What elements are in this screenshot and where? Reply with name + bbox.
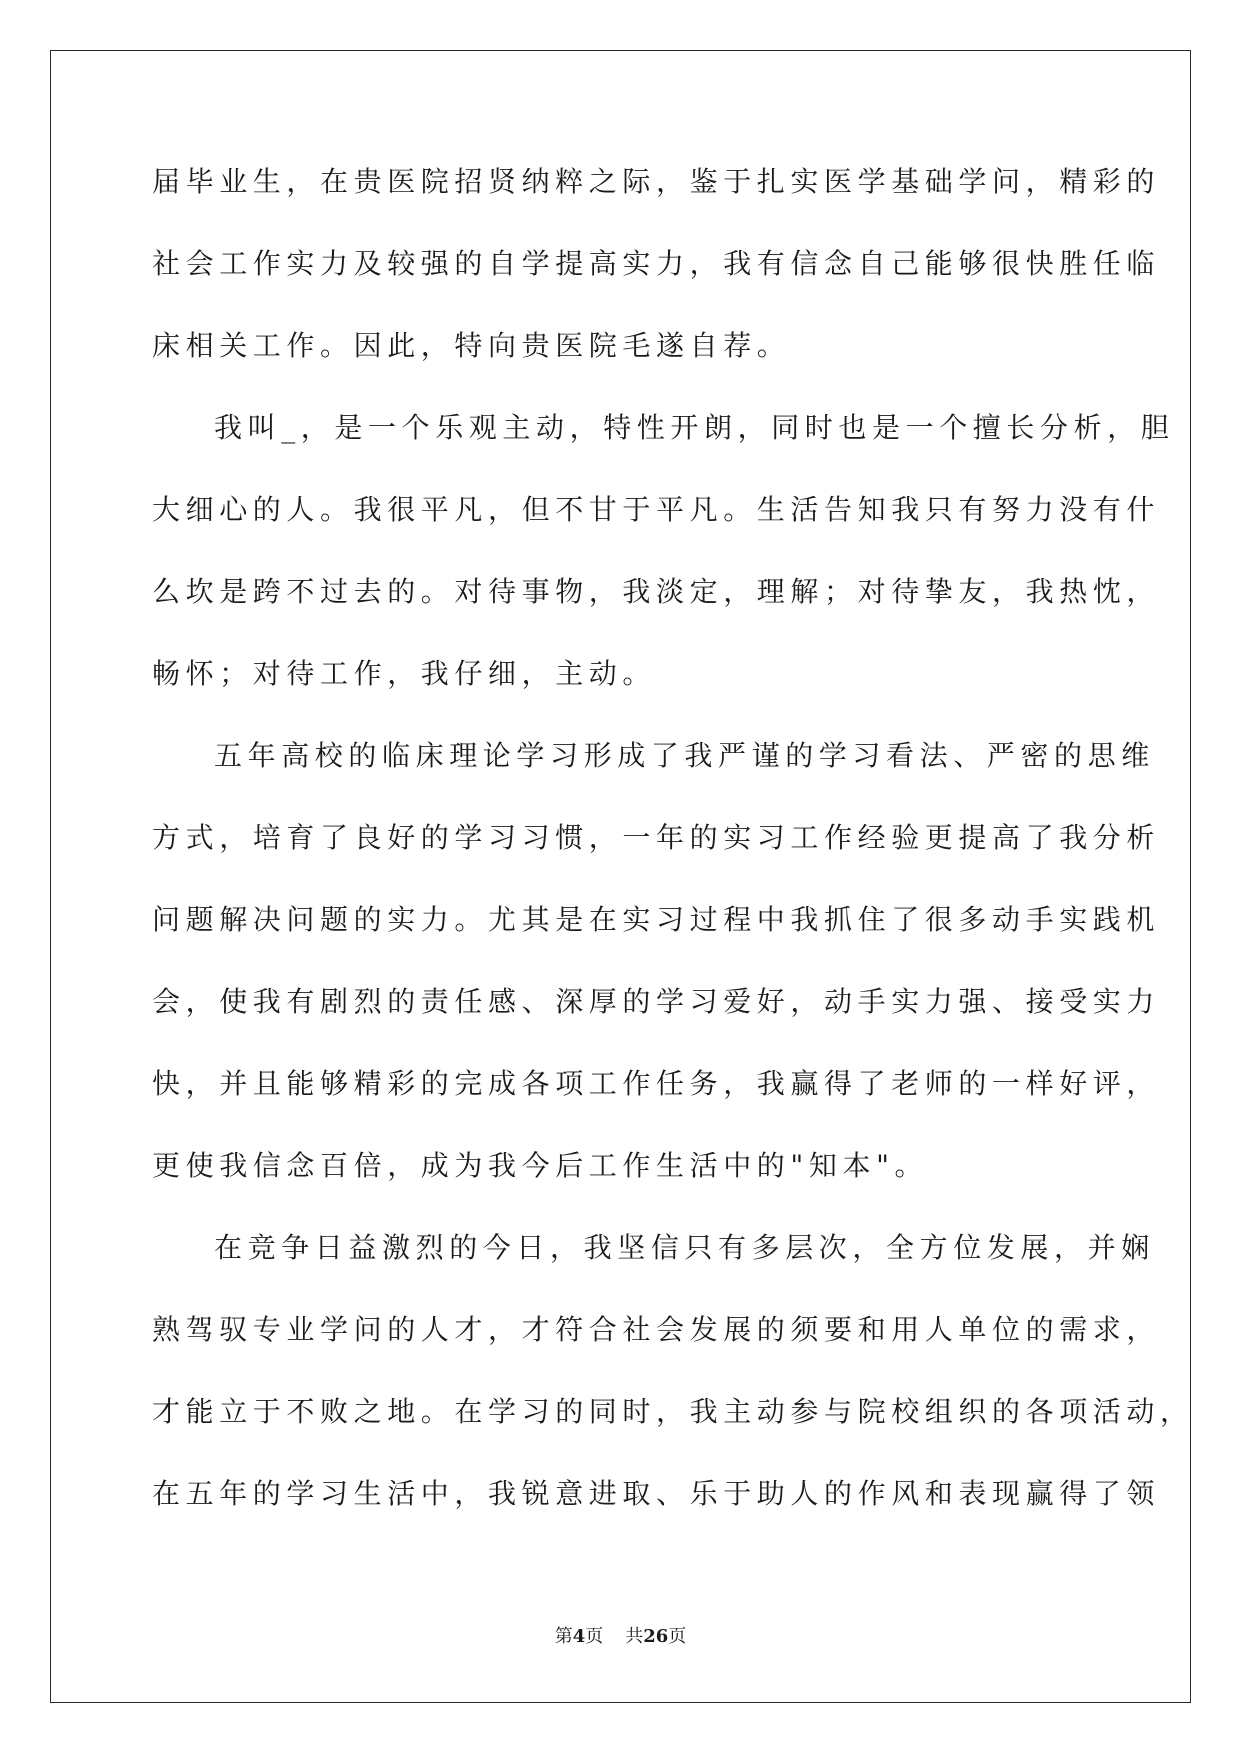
total-suffix: 页 xyxy=(668,1626,687,1647)
text-line: 快，并且能够精彩的完成各项工作任务，我赢得了老师的一样好评， xyxy=(152,1067,1161,1100)
page-number: 4 xyxy=(572,1626,586,1647)
paragraph-first-line: 在竞争日益激烈的今日，我坚信只有多层次，全方位发展，并娴 xyxy=(214,1231,1155,1264)
text-line: 畅怀；对待工作，我仔细，主动。 xyxy=(152,657,657,690)
text-line: 大细心的人。我很平凡，但不甘于平凡。生活告知我只有努力没有什 xyxy=(152,493,1161,526)
page-suffix: 页 xyxy=(585,1626,604,1647)
text-line: 会，使我有剧烈的责任感、深厚的学习爱好，动手实力强、接受实力 xyxy=(152,985,1161,1018)
text-line: 熟驾驭专业学问的人才，才符合社会发展的须要和用人单位的需求， xyxy=(152,1313,1161,1346)
text-line: 床相关工作。因此，特向贵医院毛遂自荐。 xyxy=(152,329,791,362)
text-line: 么坎是跨不过去的。对待事物，我淡定，理解；对待挚友，我热忱， xyxy=(152,575,1161,608)
total-prefix: 共 xyxy=(625,1626,644,1647)
text-line: 届毕业生，在贵医院招贤纳粹之际，鉴于扎实医学基础学问，精彩的 xyxy=(152,165,1161,198)
text-line: 才能立于不败之地。在学习的同时，我主动参与院校组织的各项活动， xyxy=(152,1395,1194,1428)
page-footer xyxy=(0,1626,1241,1648)
page-prefix: 第 xyxy=(554,1626,573,1647)
text-line: 更使我信念百倍，成为我今后工作生活中的"知本"。 xyxy=(152,1149,929,1182)
text-line: 方式，培育了良好的学习习惯，一年的实习工作经验更提高了我分析 xyxy=(152,821,1161,854)
document-body xyxy=(152,160,1194,1554)
text-line: 问题解决问题的实力。尤其是在实习过程中我抓住了很多动手实践机 xyxy=(152,903,1161,936)
text-line: 在五年的学习生活中，我锐意进取、乐于助人的作风和表现赢得了领 xyxy=(152,1477,1161,1510)
text-line: 社会工作实力及较强的自学提高实力，我有信念自己能够很快胜任临 xyxy=(152,247,1161,280)
paragraph-first-line: 五年高校的临床理论学习形成了我严谨的学习看法、严密的思维 xyxy=(214,739,1155,772)
total-pages: 26 xyxy=(643,1626,669,1647)
paragraph-first-line: 我叫_，是一个乐观主动，特性开朗，同时也是一个擅长分析，胆 xyxy=(214,411,1175,444)
